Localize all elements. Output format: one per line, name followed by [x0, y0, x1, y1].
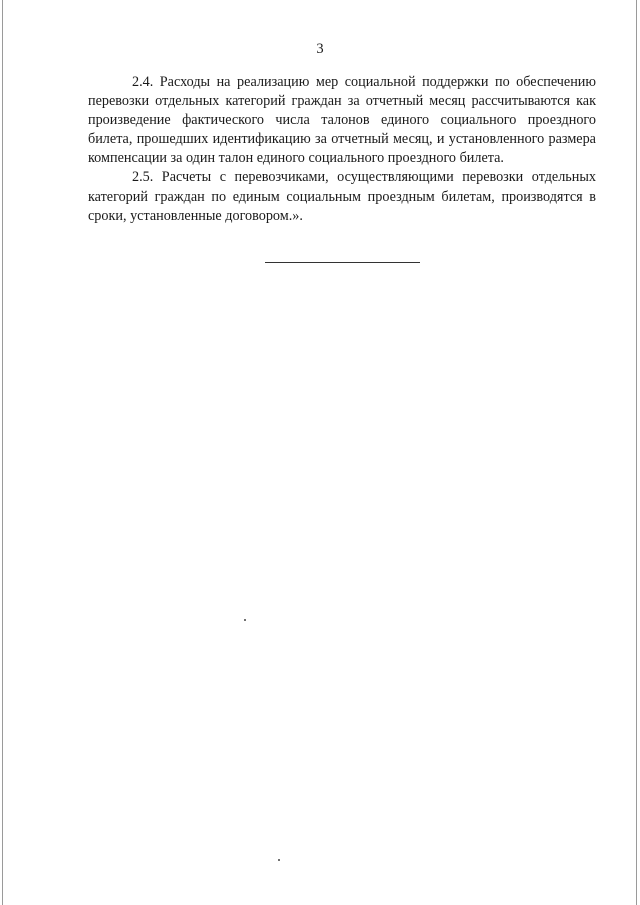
page-number: 3 — [316, 41, 324, 57]
end-separator-line — [265, 262, 420, 263]
scan-edge-left — [2, 0, 3, 905]
scan-speck — [278, 859, 280, 861]
paragraph-2-5: 2.5. Расчеты с перевозчиками, осуществляющими перевозки отдельных категорий граждан по единым социальным проездным билетам, производятся в сроки, установленные договором.». — [88, 169, 596, 224]
document-body — [88, 73, 596, 226]
paragraph-2-4: 2.4. Расходы на реализацию мер социальной поддержки по обеспечению перевозки отдельных категорий граждан за отчетный месяц рассчитываются как произведение фактического числа талонов единого социального проездного билета, прошедших идентификацию за отчетный месяц, и установленного размера компенсации за один талон единого социального проездного билета. — [88, 74, 596, 167]
scan-edge-right — [636, 0, 637, 905]
scan-speck — [244, 619, 246, 621]
